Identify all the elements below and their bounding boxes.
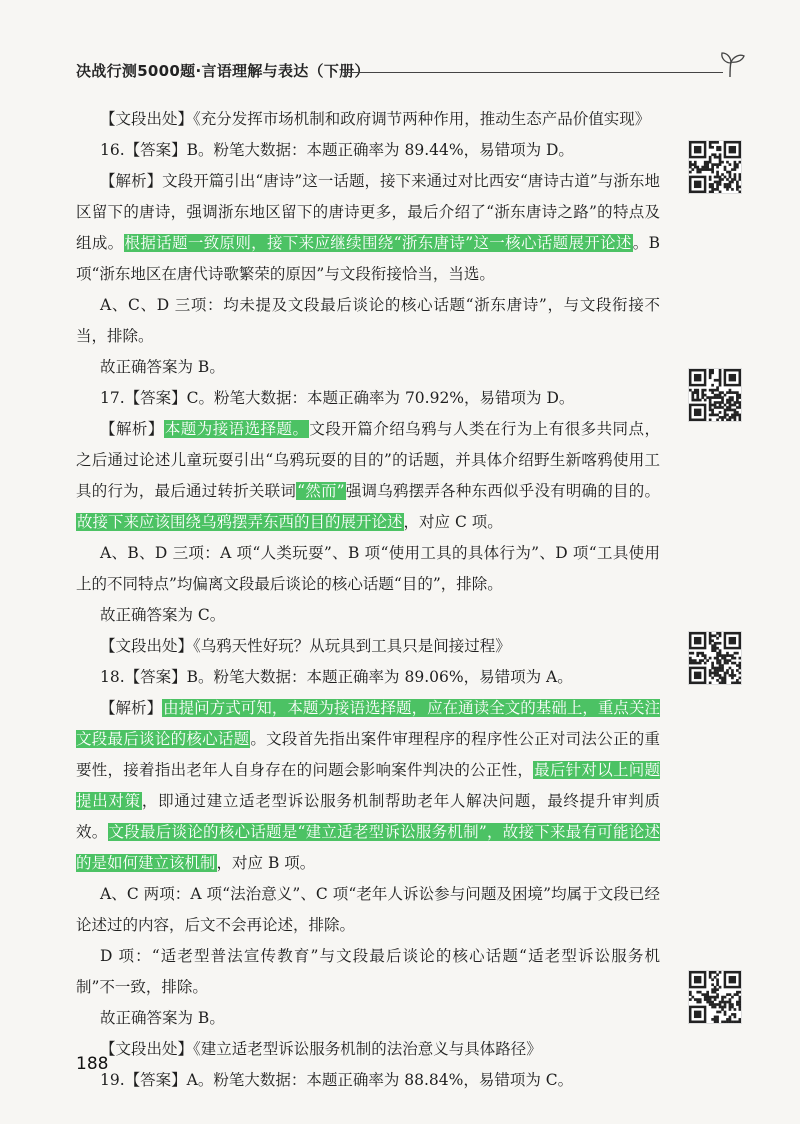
text-segment: 【文段出处】《乌鸦天性好玩？从玩具到工具只是间接过程》: [100, 637, 511, 655]
text-segment: 【文段出处】《建立适老型诉讼服务机制的法治意义与具体路径》: [100, 1040, 542, 1058]
header-rule: [343, 72, 723, 73]
highlighted-text: 文段最后谈论的核心话题是“建立适老型诉讼服务机制”，故接下来最有可能论述的是如何建立该机制: [76, 823, 660, 872]
text-segment: A、B、D 三项：A 项“人类玩耍”、B 项“使用工具的具体行为”、D 项“工具使用上的不同特点”均偏离文段最后谈论的核心话题“目的”，排除。: [76, 544, 660, 593]
text-segment: 【解析】: [100, 699, 163, 717]
paragraph: [76, 941, 660, 1003]
header-title: 决战行测5000题·言语理解与表达（下册）: [76, 62, 370, 80]
page-number: 188: [76, 1054, 109, 1074]
highlighted-text: 根据话题一致原则，接下来应继续围绕“浙东唐诗”这一核心话题展开论述: [124, 234, 632, 252]
paragraph: [76, 1065, 660, 1096]
text-segment: 【文段出处】《充分发挥市场机制和政府调节两种作用，推动生态产品价值实现》: [100, 110, 651, 128]
text-segment: A、C 两项：A 项“法治意义”、C 项“老年人诉讼参与问题及困境”均属于文段已经论述过的内容，后文不会再论述，排除。: [76, 885, 660, 934]
text-segment: 文段开篇介绍乌鸦与人类在行为上有很多共同点，之后通过论述儿童玩耍引出“乌鸦玩耍的目的”的话题，并具体介绍野生新喀鸦使用工具的行为，最后通过转折关联词: [76, 420, 660, 500]
paragraph: [76, 631, 660, 662]
paragraph: [76, 290, 660, 352]
paragraph: [76, 104, 660, 135]
qr-code-q18[interactable]: [688, 631, 742, 685]
text-segment: A、C、D 三项：均未提及文段最后谈论的核心话题“浙东唐诗”，与文段衔接不当，排除。: [76, 296, 660, 345]
qr-code-q19[interactable]: [688, 970, 742, 1024]
paragraph: [76, 1003, 660, 1034]
highlighted-text: 最后针对以上问题提出对策: [76, 761, 660, 810]
text-segment: ，即通过建立适老型诉讼服务机制帮助老年人解决问题，最终提升审判质效。: [76, 792, 660, 841]
highlighted-text: 由提问方式可知，本题为接语选择题，应在通读全文的基础上，重点关注文段最后谈论的核心话题: [76, 699, 660, 748]
text-segment: 【解析】文段开篇引出“唐诗”这一话题，接下来通过对比西安“唐诗古道”与浙东地区留下的唐诗，强调浙东地区留下的唐诗更多，最后介绍了“浙东唐诗之路”的特点及组成。: [76, 172, 660, 252]
text-segment: 17.【答案】C。粉笔大数据：本题正确率为 70.92%，易错项为 D。: [100, 389, 575, 407]
paragraph: [76, 1034, 660, 1065]
text-segment: 【解析】: [100, 420, 164, 438]
text-segment: 故正确答案为 B。: [100, 1009, 225, 1027]
text-segment: ，对应 C 项。: [403, 513, 503, 531]
highlighted-text: 本题为接语选择题。: [164, 420, 309, 438]
text-segment: 强调乌鸦摆弄各种东西似乎没有明确的目的。: [345, 482, 660, 500]
paragraph: [76, 352, 660, 383]
paragraph: [76, 662, 660, 693]
paragraph: [76, 879, 660, 941]
answer-explanations: [76, 104, 660, 1096]
highlighted-text: 故接下来应该围绕乌鸦摆弄东西的目的展开论述: [77, 513, 403, 531]
text-segment: 16.【答案】B。粉笔大数据：本题正确率为 89.44%，易错项为 D。: [100, 141, 574, 159]
paragraph: [76, 693, 660, 879]
paragraph: [76, 383, 660, 414]
text-segment: ，对应 B 项。: [216, 854, 316, 872]
paragraph: [76, 135, 660, 166]
sprout-icon: [716, 50, 746, 78]
paragraph: [76, 600, 660, 631]
text-segment: 18.【答案】B。粉笔大数据：本题正确率为 89.06%，易错项为 A。: [100, 668, 573, 686]
highlighted-text: “然而”: [297, 482, 345, 500]
text-segment: 。B 项“浙东地区在唐代诗歌繁荣的原因”与文段衔接恰当，当选。: [76, 234, 660, 283]
paragraph: [76, 538, 660, 600]
text-segment: 。文段首先指出案件审理程序的程序性公正对司法公正的重要性，接着指出老年人自身存在的问题会影响案件判决的公正性，: [76, 730, 660, 779]
text-segment: 故正确答案为 C。: [100, 606, 226, 624]
text-segment: D 项：“适老型普法宣传教育”与文段最后谈论的核心话题“适老型诉讼服务机制”不一致，排除。: [76, 947, 660, 996]
text-segment: 19.【答案】A。粉笔大数据：本题正确率为 88.84%，易错项为 C。: [100, 1071, 574, 1089]
paragraph: [76, 166, 660, 290]
text-segment: 故正确答案为 B。: [100, 358, 225, 376]
qr-code-q17[interactable]: [688, 368, 742, 422]
qr-code-q16[interactable]: [688, 140, 742, 194]
paragraph: [76, 414, 660, 538]
